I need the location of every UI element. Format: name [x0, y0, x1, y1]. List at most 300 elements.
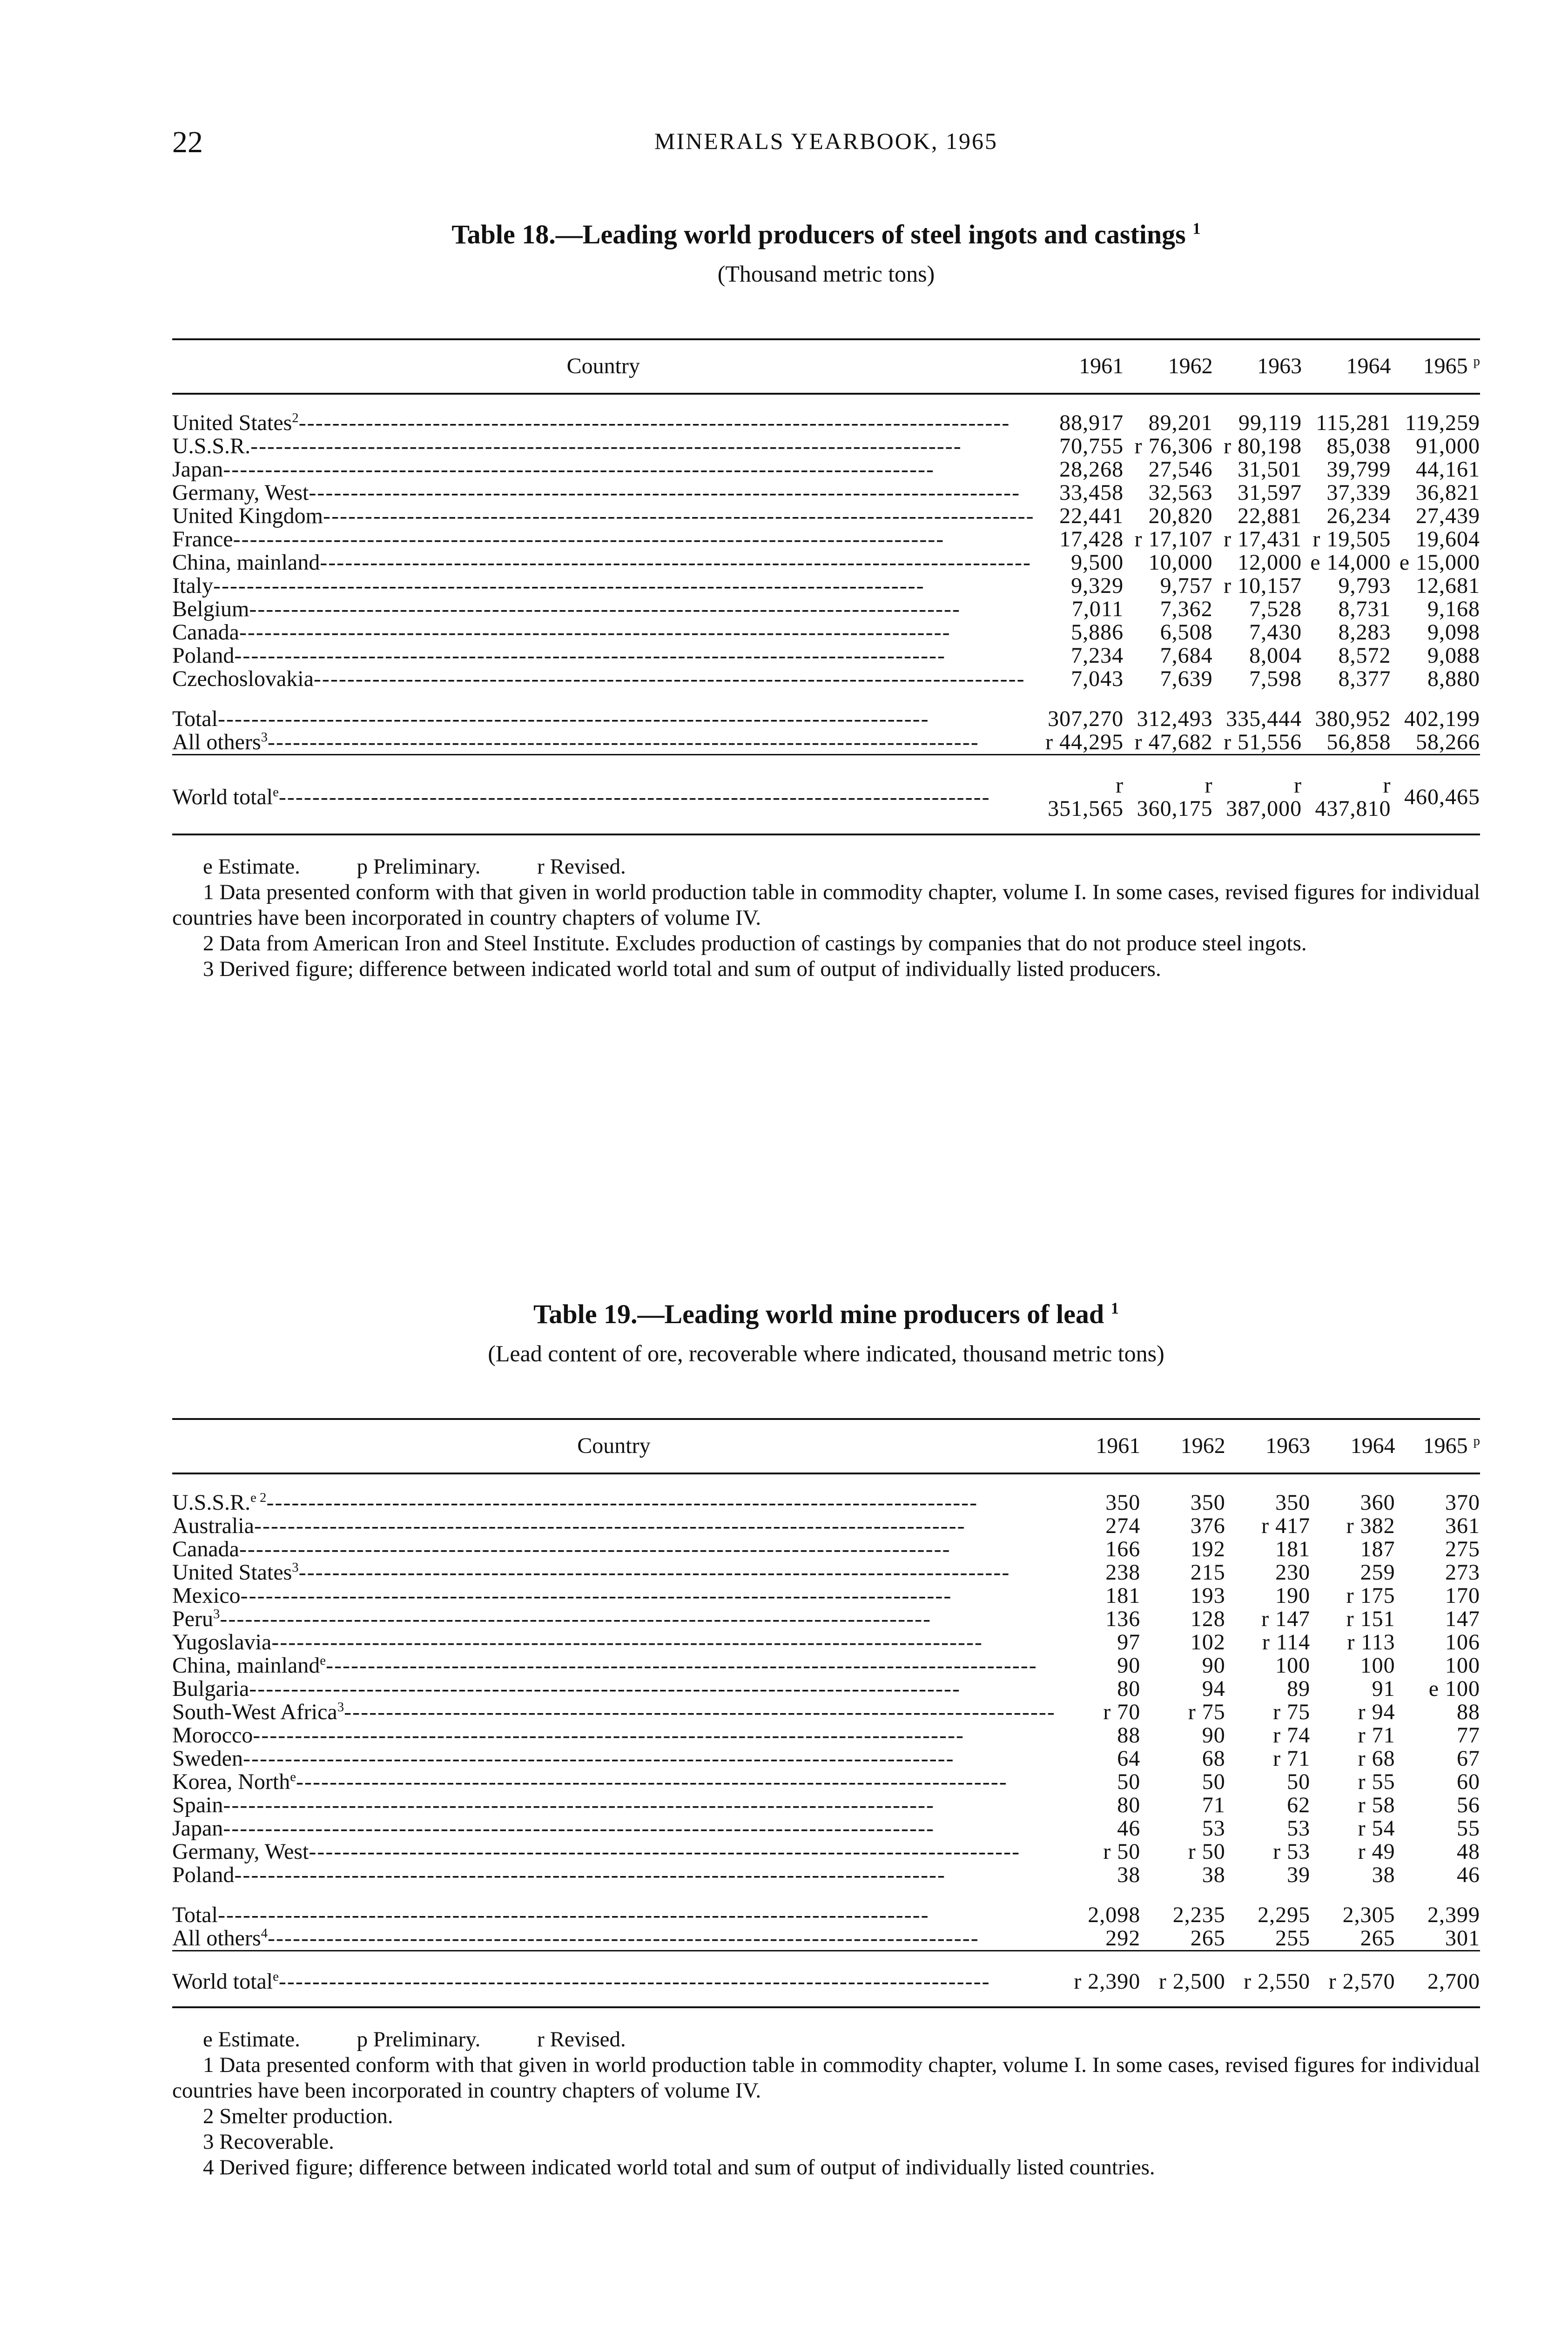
footnote-mark: 3	[292, 1561, 299, 1575]
country-cell	[172, 1514, 1056, 1538]
value-cell: 301	[1445, 1926, 1480, 1950]
value-cell: r 71	[1358, 1723, 1395, 1748]
leader-dots	[254, 1514, 966, 1538]
value-cell: e 100	[1428, 1676, 1480, 1701]
value-cell: 255	[1275, 1926, 1311, 1950]
value-cell: 166	[1105, 1537, 1141, 1561]
value-cell: 7,011	[1071, 597, 1124, 621]
leader-dots	[239, 621, 951, 644]
leader-dots	[268, 1927, 979, 1950]
value-cell: r 44,295	[1045, 730, 1124, 754]
leader-dots	[253, 1724, 964, 1747]
others-row	[172, 1927, 1480, 1951]
table-row	[172, 394, 1480, 435]
value-cell: 22,441	[1059, 504, 1124, 528]
value-cell: 9,757	[1160, 573, 1213, 598]
legend-item: r Revised.	[537, 2027, 626, 2051]
country-label: Australia	[172, 1514, 254, 1538]
country-cell	[172, 1770, 1056, 1794]
value-cell: 9,329	[1071, 573, 1124, 598]
value-cell: 91	[1372, 1676, 1395, 1701]
value-cell: r 68	[1358, 1746, 1395, 1771]
value-cell: 55	[1457, 1816, 1480, 1841]
value-cell: 9,088	[1427, 643, 1480, 668]
country-cell	[172, 1840, 1056, 1863]
value-cell: 90	[1117, 1653, 1141, 1678]
leader-dots	[279, 785, 990, 809]
value-cell: 460,465	[1391, 755, 1480, 835]
country-label: Spain	[172, 1794, 223, 1817]
footnote: 3 Derived figure; difference between indicated world total and sum of output of individually listed producers.	[203, 957, 1161, 981]
country-cell	[172, 1747, 1056, 1770]
value-cell: 192	[1190, 1537, 1225, 1561]
value-cell: 80	[1117, 1676, 1141, 1701]
value-cell: 102	[1190, 1630, 1225, 1654]
value-cell: r 74	[1273, 1723, 1311, 1748]
value-cell: 27,546	[1148, 457, 1213, 482]
column-header: Country	[172, 339, 1035, 394]
country-cell	[172, 598, 1035, 621]
leader-dots	[249, 598, 961, 621]
value-cell: 12,681	[1416, 573, 1480, 598]
value-cell: 38	[1117, 1863, 1141, 1887]
leader-dots	[326, 1654, 1037, 1677]
table-row	[172, 458, 1480, 481]
value-cell: 100	[1360, 1653, 1395, 1678]
value-cell: 50	[1202, 1769, 1225, 1794]
country-label: Poland	[172, 644, 235, 667]
value-cell: r 71	[1273, 1746, 1311, 1771]
leader-dots	[296, 1770, 1008, 1794]
value-cell: r 76,306	[1134, 434, 1213, 458]
country-label: Korea, North	[172, 1770, 290, 1794]
value-cell: r 17,107	[1134, 527, 1213, 551]
column-header: 1963	[1213, 339, 1302, 394]
table-row	[172, 1514, 1480, 1538]
value-cell: 38	[1202, 1863, 1225, 1887]
footnote-mark: e	[290, 1770, 296, 1784]
value-cell: 115,281	[1316, 410, 1391, 435]
table-row	[172, 1724, 1480, 1747]
legend-item: e Estimate.	[203, 2027, 300, 2051]
value-cell: 100	[1275, 1653, 1311, 1678]
value-cell: r 80,198	[1224, 434, 1302, 458]
value-cell: 181	[1275, 1537, 1311, 1561]
legend-item: p Preliminary.	[357, 854, 481, 879]
value-cell: 292	[1105, 1926, 1141, 1950]
value-cell: 273	[1445, 1560, 1480, 1585]
value-cell: 91,000	[1416, 434, 1480, 458]
country-label: Bulgaria	[172, 1677, 249, 1701]
value-cell: 7,043	[1071, 666, 1124, 691]
value-cell: 99,119	[1238, 410, 1302, 435]
legend-item: r Revised.	[537, 854, 626, 879]
value-cell: r 360,175	[1124, 755, 1212, 835]
country-cell	[172, 1951, 1056, 2008]
value-cell: 85,038	[1326, 434, 1391, 458]
value-cell: 7,684	[1160, 643, 1213, 668]
value-cell: e 14,000	[1310, 550, 1391, 575]
table-row	[172, 1863, 1480, 1887]
world-total-row	[172, 755, 1480, 835]
country-label: Belgium	[172, 598, 249, 621]
footnote: 1 Data presented conform with that given in world production table in commodity chapter, volume I. In some cases, revised figures for individual countries have been incorporated in country chapters of volume IV.	[172, 880, 1480, 930]
table-row	[172, 504, 1480, 528]
value-cell: 7,430	[1249, 620, 1302, 645]
leader-dots	[344, 1701, 1056, 1724]
value-cell: 89,201	[1148, 410, 1213, 435]
value-cell: r 113	[1347, 1630, 1395, 1654]
leader-dots	[234, 644, 946, 667]
table-row	[172, 1538, 1480, 1561]
others-row	[172, 731, 1480, 755]
leader-dots	[323, 504, 1035, 528]
value-cell: r 382	[1346, 1513, 1395, 1538]
leader-dots	[213, 574, 925, 598]
country-cell	[172, 528, 1035, 551]
value-cell: 9,168	[1427, 597, 1480, 621]
country-cell	[172, 481, 1035, 504]
leader-dots	[218, 706, 929, 731]
value-cell: 53	[1287, 1816, 1311, 1841]
footnote-mark: e	[320, 1654, 326, 1668]
country-cell	[172, 1473, 1056, 1514]
country-cell	[172, 551, 1035, 574]
value-cell: 56	[1457, 1793, 1480, 1817]
column-header: 1962	[1124, 339, 1212, 394]
value-cell: r 50	[1103, 1839, 1141, 1864]
country-label: Mexico	[172, 1584, 241, 1607]
country-label: Italy	[172, 574, 213, 598]
country-label: Canada	[172, 1538, 239, 1561]
value-cell: 67	[1457, 1746, 1480, 1771]
country-label: Yugoslavia	[172, 1631, 272, 1654]
country-cell	[172, 394, 1035, 435]
value-cell: r 49	[1358, 1839, 1395, 1864]
country-label: France	[172, 528, 233, 551]
value-cell: 37,339	[1326, 480, 1391, 505]
footnote-mark: e 2	[250, 1490, 267, 1505]
footnote-mark: 4	[261, 1927, 268, 1941]
value-cell: r 75	[1273, 1700, 1311, 1724]
table-19-subtitle: (Lead content of ore, recoverable where indicated, thousand metric tons)	[488, 1340, 1164, 1366]
footnote-mark: e	[273, 785, 279, 800]
country-label: Japan	[172, 458, 223, 481]
country-cell	[172, 1724, 1056, 1747]
table-row	[172, 621, 1480, 644]
table-row	[172, 1747, 1480, 1770]
table-row	[172, 1770, 1480, 1794]
value-cell: 8,572	[1338, 643, 1391, 668]
value-cell: r 10,157	[1224, 573, 1302, 598]
value-cell: 38	[1372, 1863, 1395, 1887]
value-cell: 33,458	[1059, 480, 1124, 505]
total-row	[172, 1887, 1480, 1927]
value-cell: 259	[1360, 1560, 1395, 1585]
legend-item: e Estimate.	[203, 854, 300, 879]
country-cell	[172, 1863, 1056, 1887]
value-cell: 80	[1117, 1793, 1141, 1817]
value-cell: 147	[1445, 1607, 1480, 1631]
country-label: All others	[172, 731, 261, 754]
country-cell	[172, 1887, 1056, 1927]
value-cell: 94	[1202, 1676, 1225, 1701]
country-cell	[172, 1927, 1056, 1951]
value-cell: 68	[1202, 1746, 1225, 1771]
world-total-row	[172, 1951, 1480, 2008]
value-cell: r 50	[1188, 1839, 1225, 1864]
column-header: 1964	[1302, 339, 1391, 394]
table-row	[172, 1701, 1480, 1724]
table-row	[172, 1473, 1480, 1514]
country-cell	[172, 644, 1035, 667]
country-cell	[172, 1631, 1056, 1654]
value-cell: r 55	[1358, 1769, 1395, 1794]
value-cell: 181	[1105, 1583, 1141, 1608]
value-cell: 275	[1445, 1537, 1480, 1561]
value-cell: 193	[1190, 1583, 1225, 1608]
value-cell: r 2,500	[1140, 1951, 1225, 2008]
value-cell: r 70	[1103, 1700, 1141, 1724]
leader-dots	[299, 1561, 1010, 1584]
value-cell: 215	[1190, 1560, 1225, 1585]
table-row	[172, 598, 1480, 621]
value-cell: r 17,431	[1224, 527, 1302, 551]
value-cell: 77	[1457, 1723, 1480, 1748]
table-row	[172, 481, 1480, 504]
leader-dots	[218, 1903, 929, 1927]
country-cell	[172, 1701, 1056, 1724]
value-cell: r 175	[1346, 1583, 1395, 1608]
value-cell: 119,259	[1405, 410, 1480, 435]
country-label: Germany, West	[172, 1840, 309, 1863]
value-cell: 2,235	[1172, 1903, 1225, 1927]
leader-dots	[220, 1607, 931, 1631]
table-19-title: Table 19.—Leading world mine producers of lead $^1$	[533, 1299, 1119, 1329]
value-cell: 9,793	[1338, 573, 1391, 598]
leader-dots	[223, 1794, 935, 1817]
leader-dots	[299, 410, 1010, 435]
country-label: World total	[172, 1969, 273, 1994]
footnote: 2 Data from American Iron and Steel Institute. Excludes production of castings by companies that do not produce steel ingots.	[203, 931, 1307, 955]
value-cell: 22,881	[1238, 504, 1302, 528]
value-cell: 360	[1360, 1490, 1395, 1515]
value-cell: 376	[1190, 1513, 1225, 1538]
value-cell: 100	[1445, 1653, 1480, 1678]
value-cell: r 54	[1358, 1816, 1395, 1841]
country-label: All others	[172, 1927, 261, 1950]
table-19-notes	[172, 2027, 1480, 2180]
value-cell: 265	[1360, 1926, 1395, 1950]
value-cell: 7,362	[1160, 597, 1213, 621]
value-cell: r 151	[1346, 1607, 1395, 1631]
country-cell	[172, 1584, 1056, 1607]
value-cell: 36,821	[1416, 480, 1480, 505]
value-cell: 32,563	[1148, 480, 1213, 505]
value-cell: 71	[1202, 1793, 1225, 1817]
value-cell: 89	[1287, 1676, 1311, 1701]
leader-dots	[249, 1677, 961, 1701]
value-cell: 60	[1457, 1769, 1480, 1794]
value-cell: 2,305	[1342, 1903, 1395, 1927]
value-cell: 39,799	[1326, 457, 1391, 482]
value-cell: 9,098	[1427, 620, 1480, 645]
value-cell: 28,268	[1059, 457, 1124, 482]
value-cell: r 351,565	[1035, 755, 1124, 835]
leader-dots	[250, 435, 962, 458]
value-cell: 350	[1275, 1490, 1311, 1515]
legend	[172, 854, 1480, 880]
value-cell: 136	[1105, 1607, 1141, 1631]
value-cell: r 387,000	[1213, 755, 1302, 835]
value-cell: 2,700	[1395, 1951, 1480, 2008]
value-cell: r 94	[1358, 1700, 1395, 1724]
leader-dots	[223, 458, 935, 481]
value-cell: 238	[1105, 1560, 1141, 1585]
footnote-mark: 2	[292, 410, 299, 425]
leader-dots	[320, 551, 1031, 574]
value-cell: 312,493	[1137, 706, 1213, 731]
country-label: Germany, West	[172, 481, 309, 504]
value-cell: 62	[1287, 1793, 1311, 1817]
country-cell	[172, 691, 1035, 731]
value-cell: 50	[1287, 1769, 1311, 1794]
leader-dots	[233, 528, 945, 551]
table-18-header-row	[172, 339, 1480, 394]
value-cell: 10,000	[1148, 550, 1213, 575]
value-cell: 265	[1190, 1926, 1225, 1950]
value-cell: 27,439	[1416, 504, 1480, 528]
column-header: Country	[172, 1419, 1056, 1473]
column-header: 1962	[1140, 1419, 1225, 1473]
table-row	[172, 1677, 1480, 1701]
footnote: 4 Derived figure; difference between indicated world total and sum of output of individually listed countries.	[203, 2155, 1155, 2179]
country-cell	[172, 667, 1035, 691]
value-cell: 12,000	[1238, 550, 1302, 575]
value-cell: 274	[1105, 1513, 1141, 1538]
country-cell	[172, 504, 1035, 528]
leader-dots	[271, 1631, 983, 1654]
country-label: Total	[172, 1903, 218, 1927]
value-cell: 380,952	[1315, 706, 1391, 731]
country-cell	[172, 574, 1035, 598]
value-cell: 90	[1202, 1653, 1225, 1678]
country-cell	[172, 731, 1035, 755]
value-cell: 46	[1457, 1863, 1480, 1887]
value-cell: 97	[1117, 1630, 1141, 1654]
value-cell: 56,858	[1326, 730, 1391, 754]
legend-item: p Preliminary.	[357, 2027, 481, 2051]
value-cell: 5,886	[1071, 620, 1124, 645]
value-cell: 6,508	[1160, 620, 1213, 645]
value-cell: 8,880	[1427, 666, 1480, 691]
table-18-block	[172, 219, 1480, 982]
value-cell: r 47,682	[1134, 730, 1213, 754]
country-cell	[172, 755, 1035, 835]
column-header: 1963	[1225, 1419, 1310, 1473]
value-cell: 46	[1117, 1816, 1141, 1841]
value-cell: 53	[1202, 1816, 1225, 1841]
country-label: Sweden	[172, 1747, 243, 1770]
leader-dots	[279, 1969, 990, 1994]
footnote-mark: e	[273, 1969, 279, 1984]
country-label: Peru	[172, 1607, 213, 1631]
country-label: China, mainland	[172, 551, 320, 574]
country-cell	[172, 1538, 1056, 1561]
legend	[172, 2027, 1480, 2052]
value-cell: 335,444	[1226, 706, 1302, 731]
leader-dots	[314, 667, 1025, 691]
table-18-notes	[172, 854, 1480, 982]
value-cell: 20,820	[1148, 504, 1213, 528]
leader-dots	[234, 1863, 946, 1887]
page-number: 22	[172, 125, 203, 159]
value-cell: 50	[1117, 1769, 1141, 1794]
value-cell: 370	[1445, 1490, 1480, 1515]
value-cell: 88	[1457, 1700, 1480, 1724]
footnote-mark: 3	[213, 1607, 220, 1621]
table-row	[172, 1561, 1480, 1584]
value-cell: 88	[1117, 1723, 1141, 1748]
value-cell: 26,234	[1326, 504, 1391, 528]
value-cell: r 2,550	[1225, 1951, 1310, 2008]
value-cell: 31,597	[1238, 480, 1302, 505]
value-cell: r 51,556	[1224, 730, 1302, 754]
table-19-header-row	[172, 1419, 1480, 1473]
value-cell: 128	[1190, 1607, 1225, 1631]
table-19-block	[172, 1298, 1480, 2180]
table-row	[172, 644, 1480, 667]
country-cell	[172, 1677, 1056, 1701]
country-label: United States	[172, 410, 292, 435]
value-cell: 88,917	[1059, 410, 1124, 435]
table-18-title: Table 18.—Leading world producers of steel ingots and castings $^1$	[451, 219, 1201, 249]
country-label: China, mainland	[172, 1654, 320, 1677]
leader-dots	[223, 1817, 935, 1840]
value-cell: 187	[1360, 1537, 1395, 1561]
footnote: 1 Data presented conform with that given in world production table in commodity chapter, volume I. In some cases, revised figures for individual countries have been incorporated in country chapters of volume IV.	[172, 2053, 1480, 2103]
country-label: United Kingdom	[172, 504, 323, 528]
table-row	[172, 1794, 1480, 1817]
country-cell	[172, 1561, 1056, 1584]
value-cell: 7,598	[1249, 666, 1302, 691]
table-row	[172, 1654, 1480, 1677]
table-row	[172, 574, 1480, 598]
value-cell: r 75	[1188, 1700, 1225, 1724]
leader-dots	[266, 1490, 978, 1514]
table-19	[172, 1418, 1480, 2008]
value-cell: r 53	[1273, 1839, 1311, 1864]
country-cell	[172, 435, 1035, 458]
value-cell: 7,234	[1071, 643, 1124, 668]
country-label: Poland	[172, 1863, 235, 1887]
table-row	[172, 667, 1480, 691]
value-cell: 190	[1275, 1583, 1311, 1608]
country-label: U.S.S.R.	[172, 435, 251, 458]
country-cell	[172, 1817, 1056, 1840]
value-cell: 361	[1445, 1513, 1480, 1538]
value-cell: 90	[1202, 1723, 1225, 1748]
country-label: Czechoslovakia	[172, 667, 314, 691]
value-cell: r 114	[1262, 1630, 1311, 1654]
value-cell: 2,399	[1427, 1903, 1480, 1927]
leader-dots	[241, 1584, 952, 1607]
country-label: Total	[172, 706, 218, 731]
table-row	[172, 1584, 1480, 1607]
value-cell: 350	[1190, 1490, 1225, 1515]
value-cell: 70,755	[1059, 434, 1124, 458]
value-cell: 19,604	[1416, 527, 1480, 551]
